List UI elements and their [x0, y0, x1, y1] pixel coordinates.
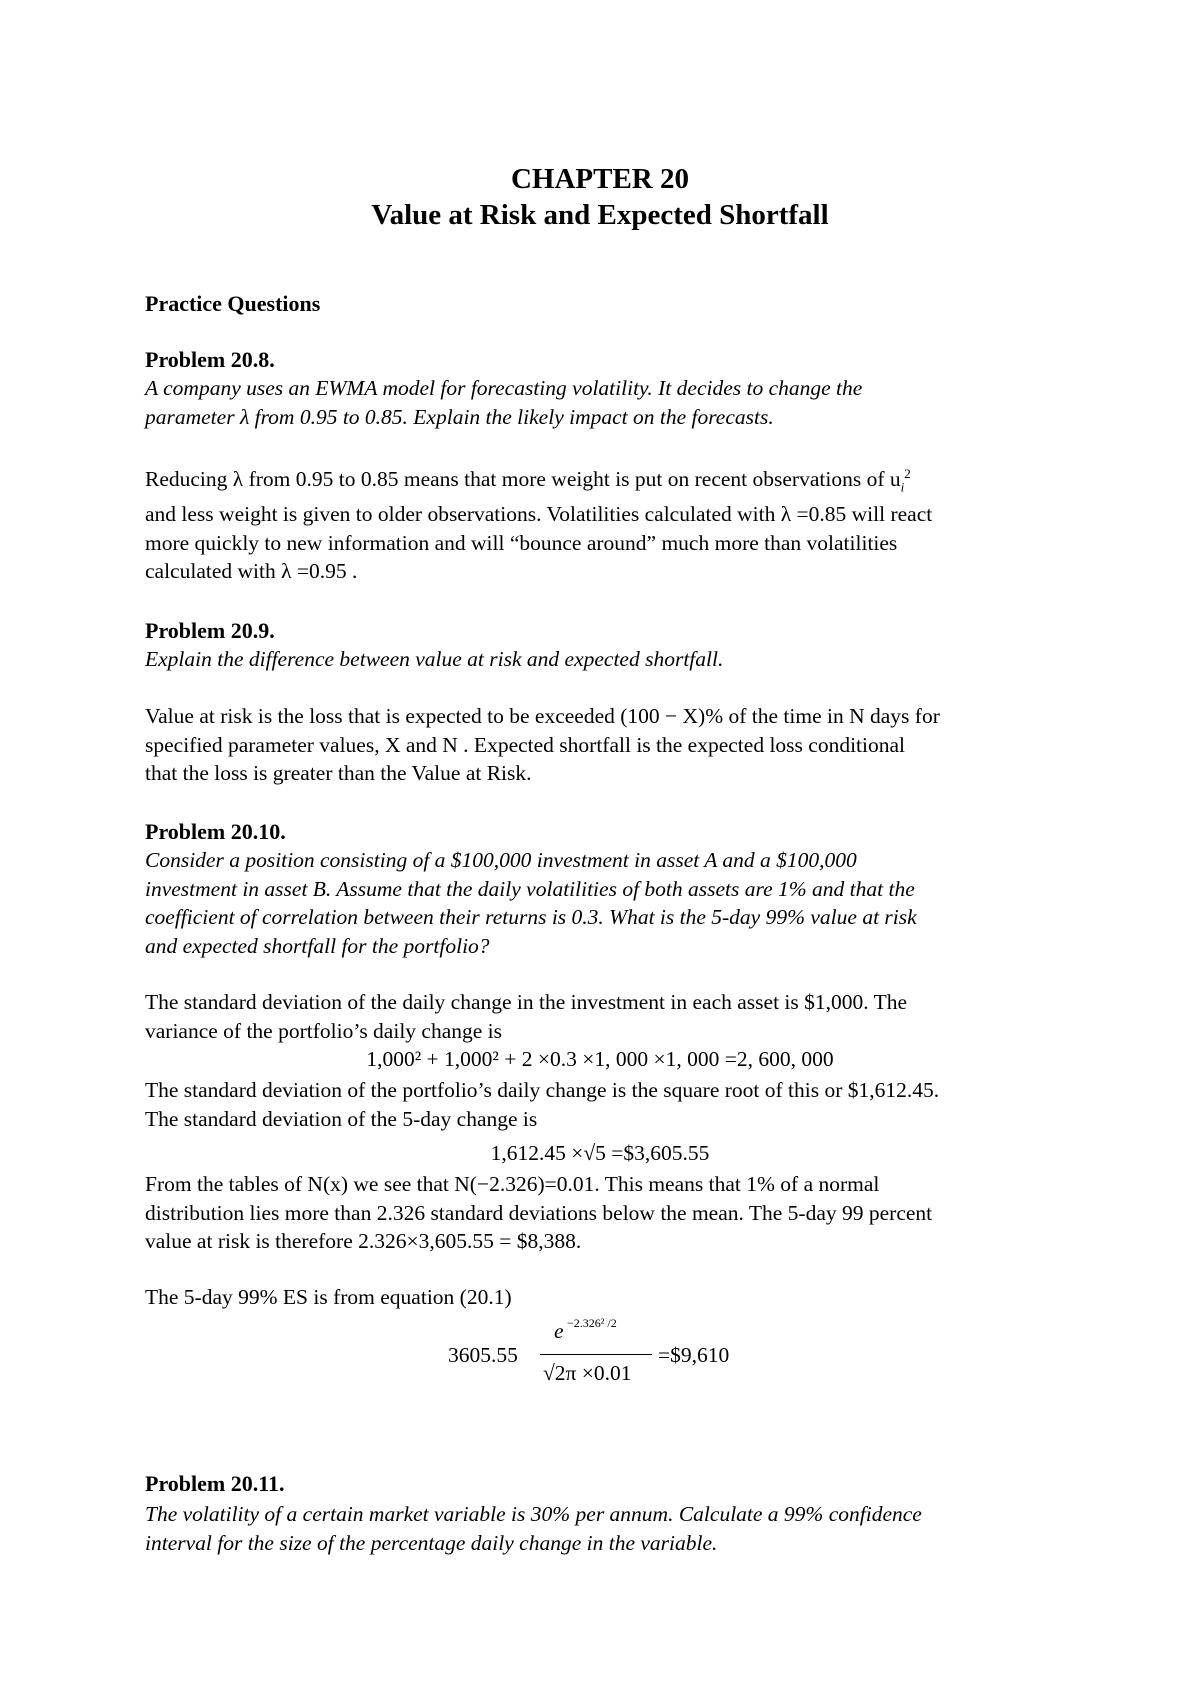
problem-20-9-answer: Value at risk is the loss that is expected to be exceeded (100 − X)% of the time in N days for specified parameter values, X and N . Expected shortfall is the expected loss conditional that the loss is greater than the Value at Risk. — [145, 704, 940, 785]
es-result: =$9,610 — [658, 1343, 730, 1367]
problem-20-11-label: Problem 20.11. — [145, 1471, 285, 1496]
problem-20-9-label: Problem 20.9. — [145, 618, 275, 643]
es-numerator-exponent: −2.326² /2 — [567, 1316, 617, 1330]
es-denominator: √2π ×0.01 — [543, 1361, 632, 1385]
problem-20-8-question-line2: parameter λ from 0.95 to 0.85. Explain the likely impact on the forecasts. — [145, 405, 774, 429]
section-heading: Practice Questions — [145, 291, 321, 316]
problem-20-10-answer-part3: From the tables of N(x) we see that N(−2.326)=0.01. This means that 1% of a normal distribution lies more than 2.326 standard deviations below the mean. The 5-day 99 percent value at risk is therefore 2.326×3,605.55 = $8,388. — [145, 1172, 933, 1253]
problem-20-10-answer-part4: The 5-day 99% ES is from equation (20.1) — [145, 1285, 512, 1309]
problem-20-10-answer-part1: The standard deviation of the daily change in the investment in each asset is $1,000. The variance of the portfolio’s daily change is — [145, 990, 908, 1043]
es-formula — [0, 1316, 1200, 1396]
variance-equation: 1,000² + 1,000² + 2 ×0.3 ×1, 000 ×1, 000 =2, 600, 000 — [366, 1047, 834, 1071]
problem-20-11-question: The volatility of a certain market variable is 30% per annum. Calculate a 99% confidence interval for the size of the percentage daily change in the variable. — [145, 1502, 922, 1555]
u-subscript: i — [900, 479, 905, 495]
problem-20-8-label: Problem 20.8. — [145, 347, 275, 372]
es-numerator-base: e — [554, 1319, 564, 1343]
chapter-title: Value at Risk and Expected Shortfall — [371, 199, 829, 231]
problem-20-9-question: Explain the difference between value at risk and expected shortfall. — [145, 647, 724, 671]
problem-20-10-question: Consider a position consisting of a $100,000 investment in asset A and a $100,000 investment in asset B. Assume that the daily volatilities of both assets are 1% and that the coefficient of correlation between their returns is 0.3. What is the 5-day 99% value at risk and expected shortfall for the portfolio? — [145, 848, 917, 958]
problem-20-8-answer-line1 — [145, 465, 1075, 494]
chapter-number: CHAPTER 20 — [510, 163, 690, 195]
answer-line1-text: Reducing λ from 0.95 to 0.85 means that more weight is put on recent observations of u — [145, 467, 901, 491]
problem-20-10-label: Problem 20.10. — [145, 819, 286, 844]
problem-20-8-answer-rest: and less weight is given to older observations. Volatilities calculated with λ =0.85 will react more quickly to new information and will “bounce around” much more than volatilities calculated with λ =0.95 . — [145, 502, 933, 583]
problem-20-8-question-line1: A company uses an EWMA model for forecasting volatility. It decides to change the — [145, 376, 863, 400]
problem-20-10-answer-part2: The standard deviation of the portfolio’s daily change is the square root of this or $1,612.45. The standard deviation of the 5-day change is — [145, 1078, 940, 1131]
five-day-sd-equation: 1,612.45 ×√5 =$3,605.55 — [490, 1141, 710, 1165]
fraction-bar — [540, 1354, 652, 1355]
u-superscript: 2 — [904, 465, 911, 481]
es-coefficient: 3605.55 — [448, 1343, 518, 1367]
